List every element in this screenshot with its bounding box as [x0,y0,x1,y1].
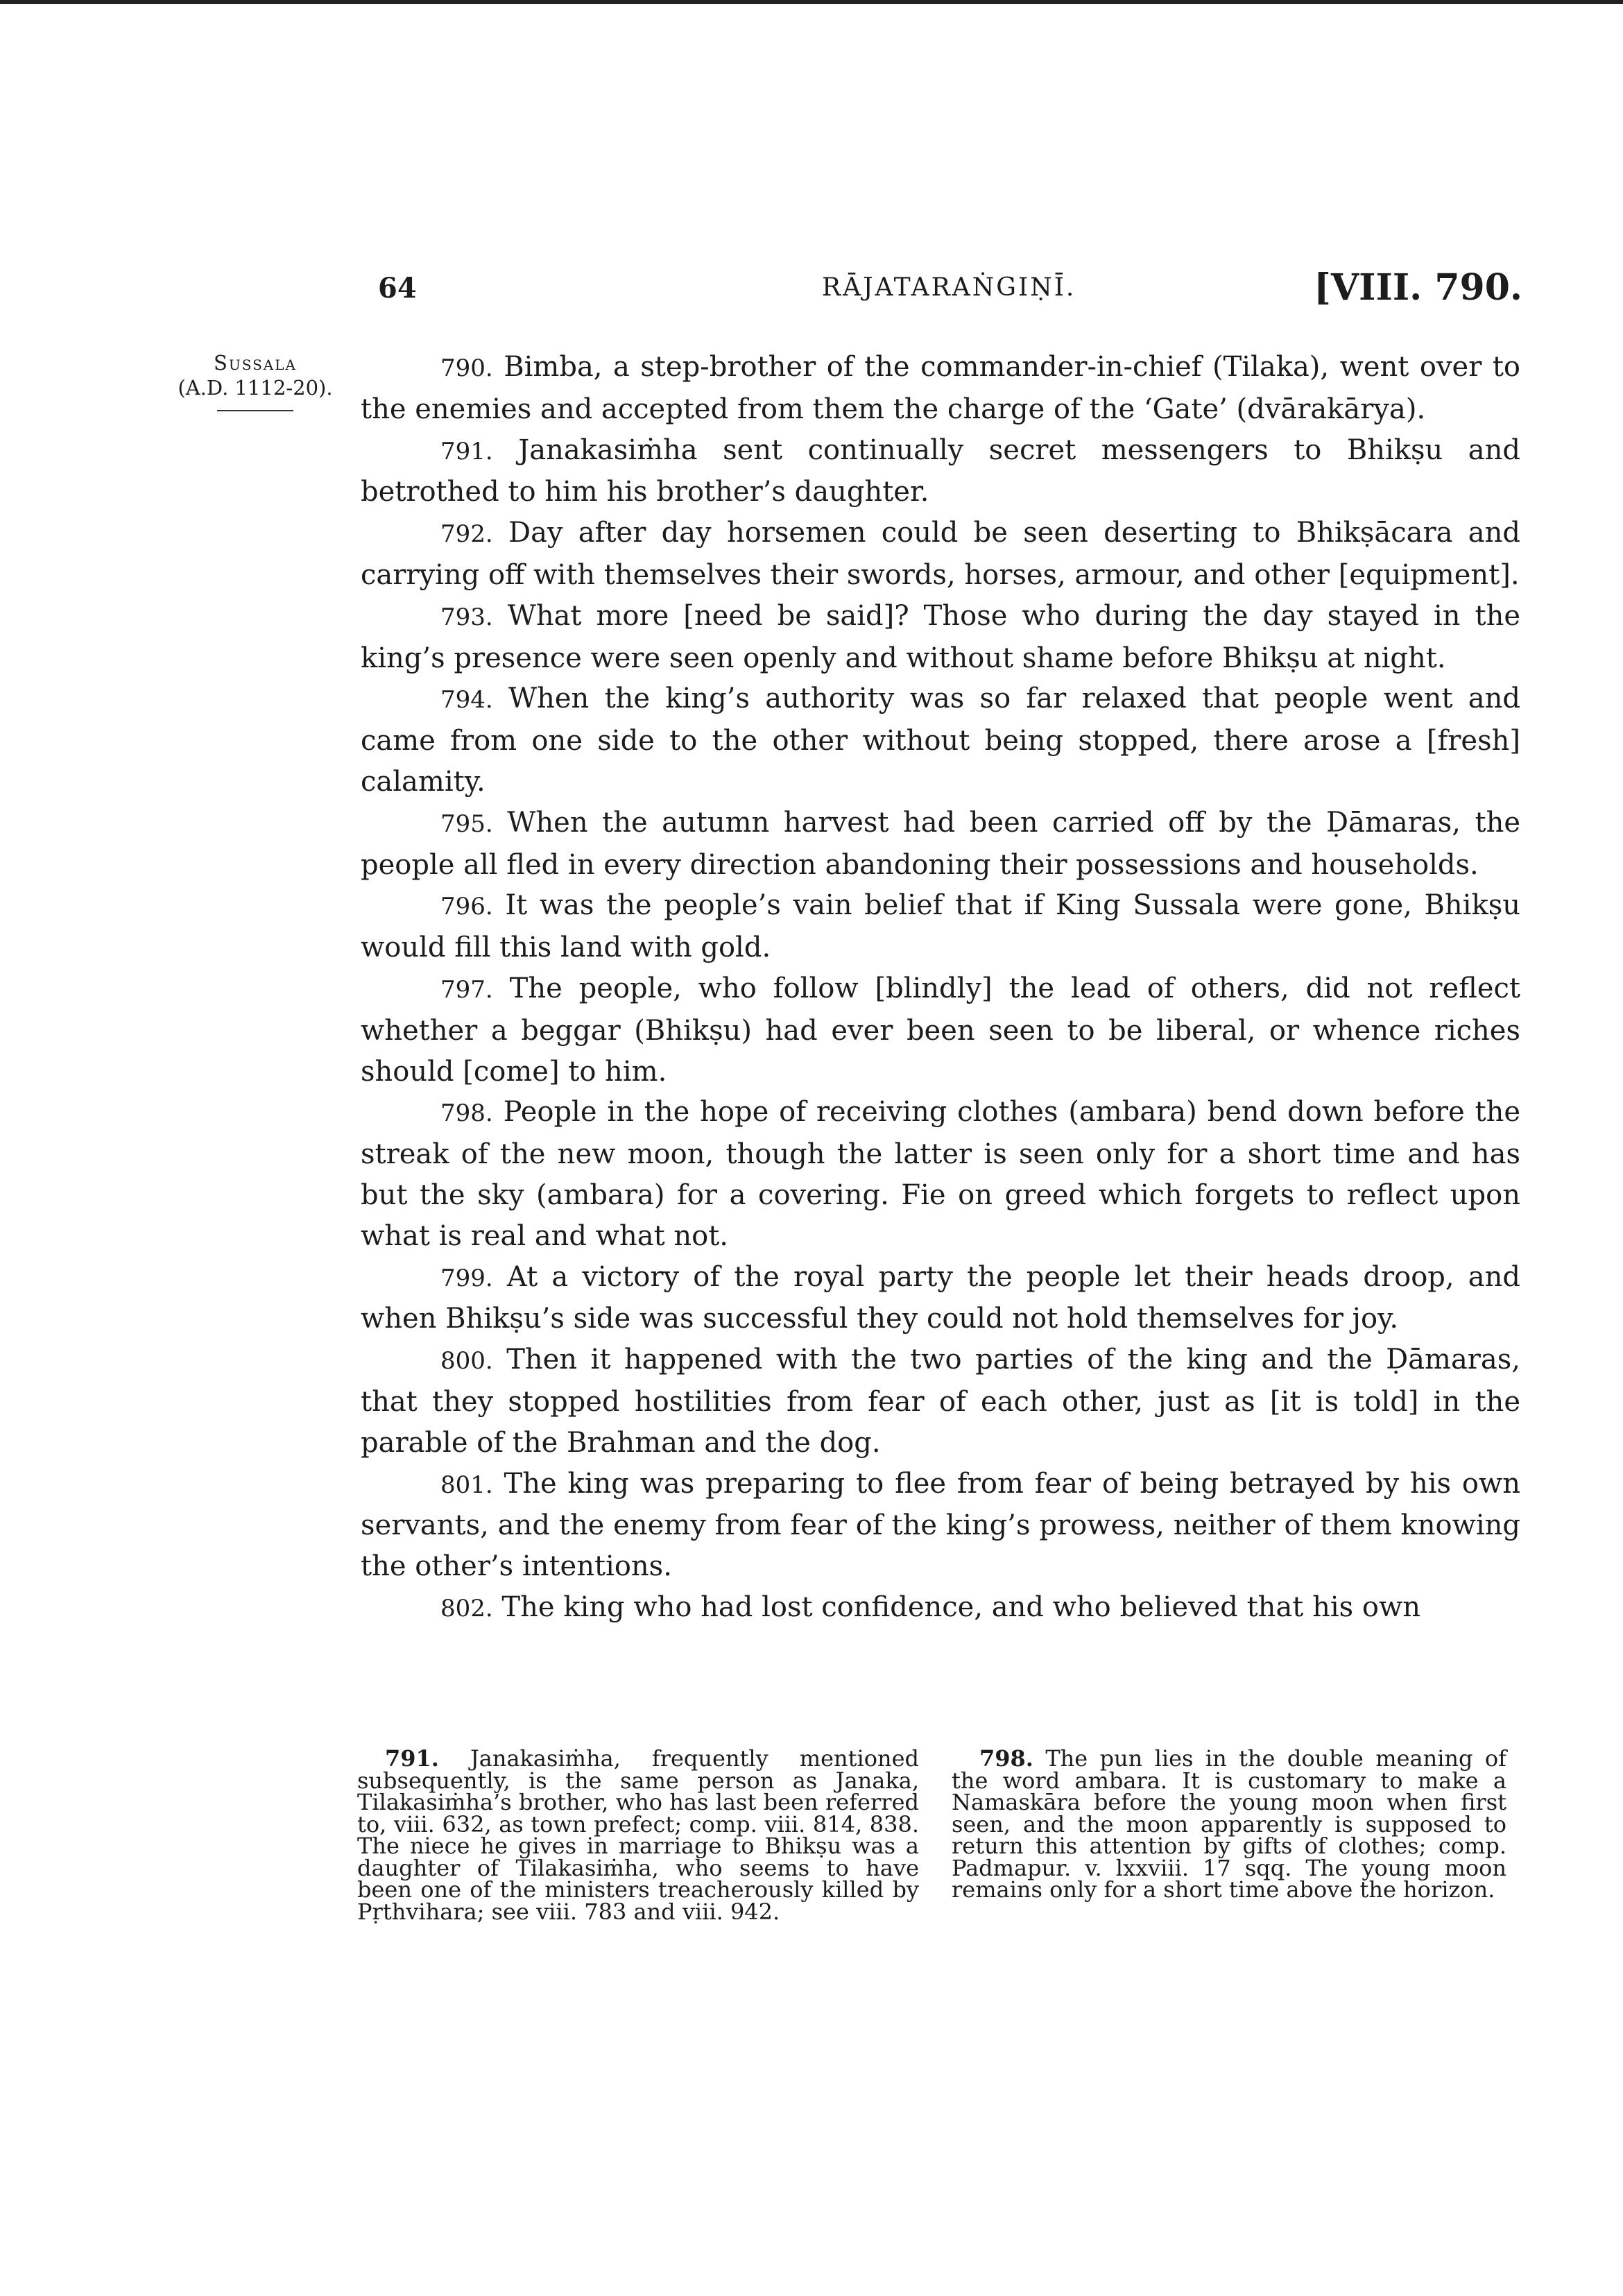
verse-number: 796. [440,893,493,921]
verse-801 [361,1464,1520,1587]
scan-top-edge [0,0,1623,4]
verse-text: It was the people’s vain belief that if King Sussala were gone, Bhikṣu would fill this land with gold. [361,889,1520,964]
verse-number: 793. [440,603,493,631]
verse-text: At a victory of the royal party the people let their heads droop, and when Bhikṣu’s side was successful they could not hold themselves for joy. [361,1260,1521,1335]
section-reference: [VIII. 790. [1314,266,1522,309]
verse-text: Then it happened with the two parties of the king and the Ḍāmaras, that they stopped hostilities from fear of each other, just as [it is told] in the parable of the Brahman and the dog. [361,1344,1521,1459]
page-number: 64 [378,272,417,305]
verse-text: Bimba, a step-brother of the commander-in-chief (Tilaka), went over to the enemies and accepted from them the charge of the ‘Gate’ (dvārakārya). [361,351,1520,425]
footnote-798 [952,1745,1507,1903]
page-header [378,266,1522,327]
verse-text: Day after day horsemen could be seen deserting to Bhikṣācara and carrying off with themselves their swords, horses, armour, and other [equipment]. [361,517,1520,591]
margin-note-date: (A.D. 1112-20). [178,376,333,400]
footnote-text: Janakasiṁha, frequently mentioned subsequently, is the same person as Janaka, Tilakasiṁha’s brother, who has last been referred to, viii. 632, as town prefect; comp. viii. 814, 838. The niece he gives in marriage to Bhikṣu was a daughter of Tilakasiṁha, who seems to have been one of the ministers treacherously killed by Pṛthvihara; see viii. 783 and viii. 942. [357,1745,920,1925]
verse-text: When the king’s authority was so far relaxed that people went and came from one side to the other without being stopped, there arose a [fresh] calamity. [361,683,1520,798]
verse-798 [361,1092,1520,1256]
verse-802 [361,1587,1520,1629]
verse-number: 801. [440,1471,493,1499]
main-text [361,347,1520,1629]
margin-note-name: Sussala [214,351,297,375]
verse-number: 795. [440,809,493,838]
verse-text: The king was preparing to flee from fear of being betrayed by his own servants, and the enemy from fear of the king’s prowess, neither of them knowing the other’s intentions. [361,1467,1520,1583]
verse-790 [361,347,1520,430]
running-title: RĀJATARAṄGIṆĪ. [822,273,1076,302]
verse-794 [361,678,1520,802]
verse-number: 800. [440,1347,493,1376]
footnote-number: 798. [979,1745,1033,1772]
verse-793 [361,596,1520,679]
verse-text: Janakasiṁha sent continually secret messengers to Bhikṣu and betrothed to him his brother’s daughter. [361,434,1520,508]
verse-number: 802. [440,1594,493,1622]
verse-797 [361,968,1520,1092]
footnote-text: The pun lies in the double meaning of the word ambara. It is customary to make a Namaskāra before the young moon when first seen, and the moon apparently is supposed to return this attention by gifts of clothes; comp. Padmapur. v. lxxviii. 17 sqq. The young moon remains only for a short time above the horizon. [952,1745,1507,1903]
footnote-791 [357,1745,920,1925]
verse-number: 791. [440,437,493,465]
footnote-number: 791. [385,1745,439,1772]
verse-796 [361,885,1520,968]
verse-text: When the autumn harvest had been carried off by the Ḍāmaras, the people all fled in every direction abandoning their possessions and households. [361,806,1521,881]
verse-text: The people, who follow [blindly] the lead of others, did not reflect whether a beggar (Bhikṣu) had ever been seen to be liberal, or whence riches should [come] to him. [361,972,1520,1088]
verse-791 [361,430,1520,513]
verse-800 [361,1339,1520,1463]
verse-text: The king who had lost confidence, and who believed that his own [501,1591,1420,1623]
verse-number: 797. [440,975,493,1004]
verse-799 [361,1257,1520,1340]
verse-792 [361,513,1520,596]
verse-text: What more [need be said]? Those who during the day stayed in the king’s presence were seen openly and without shame before Bhikṣu at night. [361,599,1521,674]
margin-note [172,350,338,411]
verse-number: 792. [440,520,493,549]
verse-number: 790. [440,354,493,382]
verse-text: People in the hope of receiving clothes (ambara) bend down before the streak of the new moon, though the latter is seen only for a short time and has but the sky (ambara) for a covering. Fie on greed which forgets to reflect upon what is real and what not. [361,1096,1521,1252]
verse-795 [361,803,1520,886]
verse-number: 798. [440,1099,493,1128]
verse-number: 794. [440,686,493,714]
verse-number: 799. [440,1264,493,1292]
margin-note-rule [217,410,293,411]
